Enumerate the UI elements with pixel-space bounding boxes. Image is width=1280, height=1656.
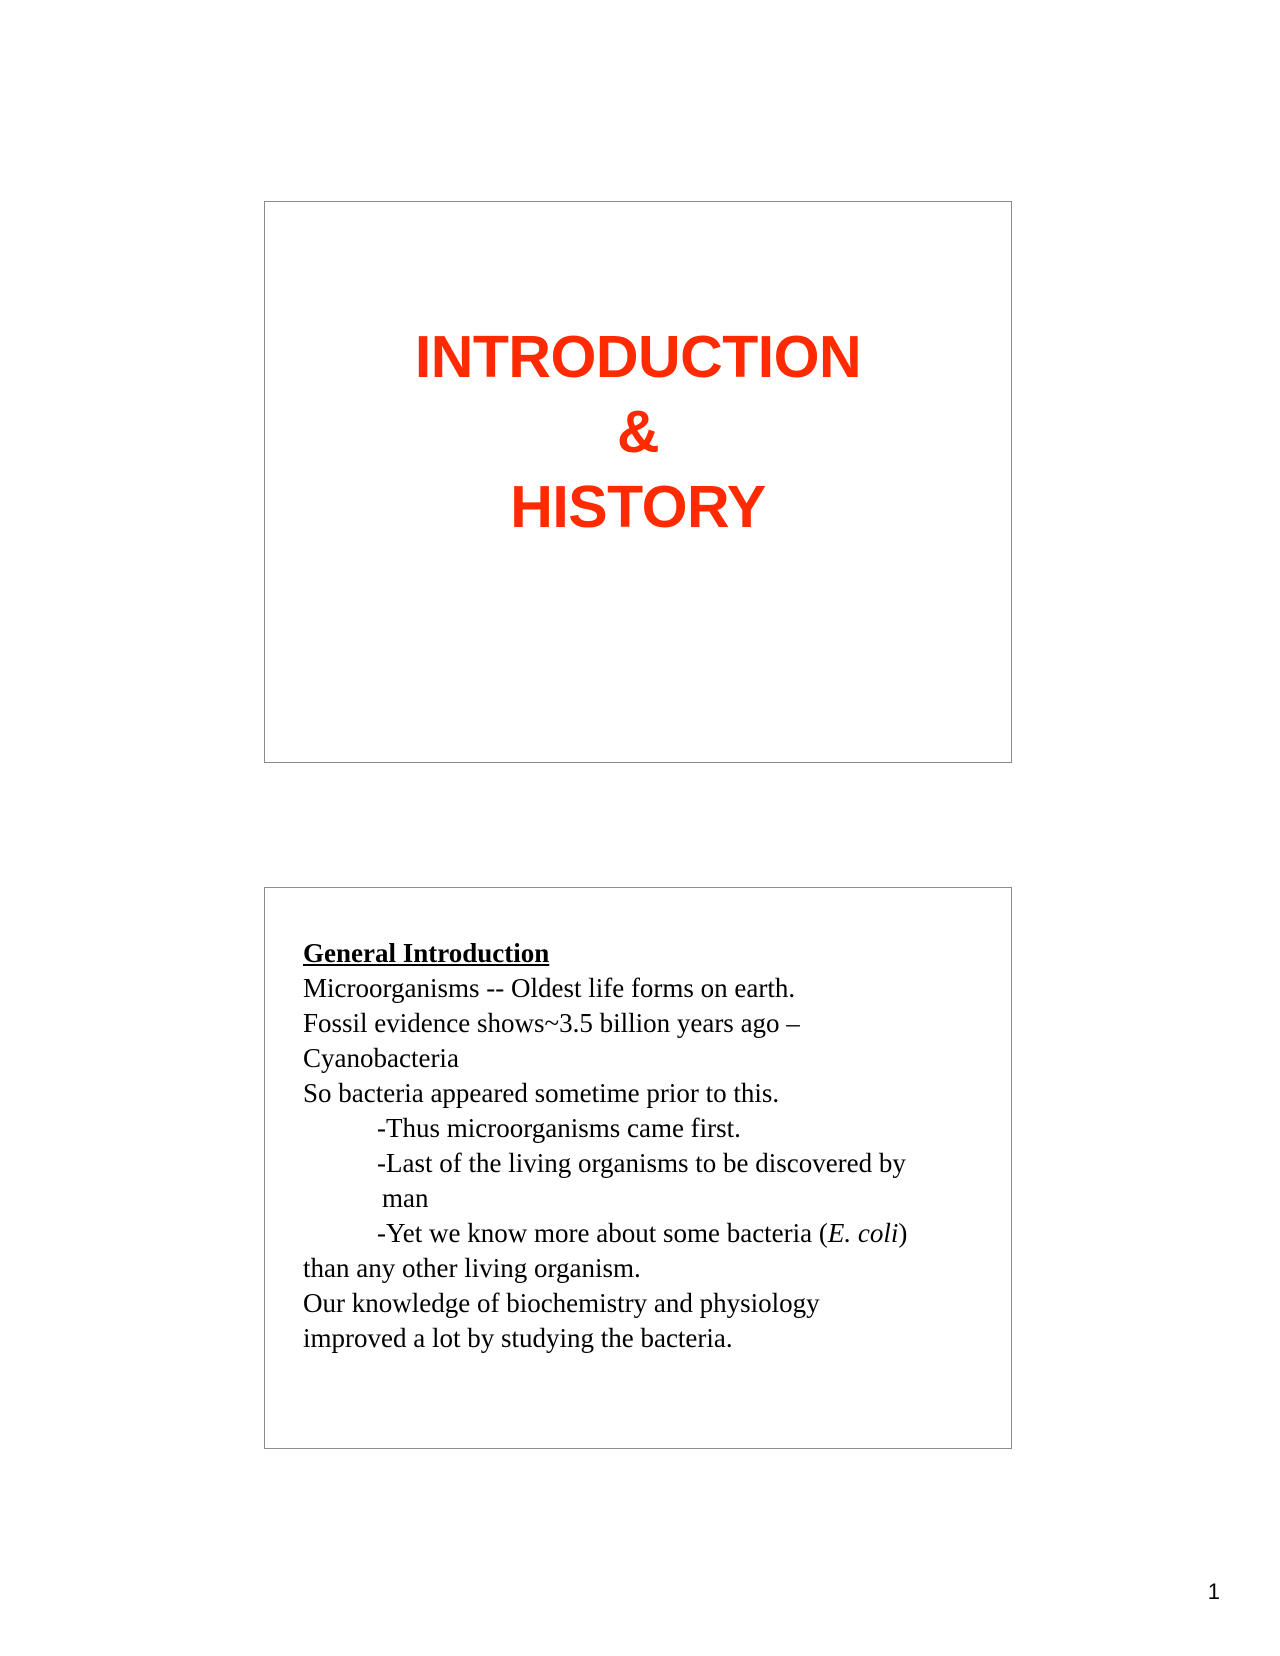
body-line: than any other living organism. bbox=[303, 1253, 641, 1283]
title-line-ampersand: & bbox=[616, 399, 660, 465]
slide-title-text bbox=[265, 320, 1011, 545]
page-number: 1 bbox=[1207, 1579, 1220, 1604]
body-line: So bacteria appeared sometime prior to this. bbox=[303, 1078, 780, 1108]
slide-general-introduction bbox=[264, 887, 1012, 1449]
body-line-indented: -Last of the living organisms to be discovered by bbox=[377, 1148, 906, 1178]
body-line: Cyanobacteria bbox=[303, 1043, 459, 1073]
slide-body bbox=[303, 936, 983, 1356]
species-name: E. coli bbox=[827, 1218, 899, 1248]
body-text: -Yet we know more about some bacteria ( bbox=[377, 1218, 828, 1248]
body-text: ) bbox=[898, 1218, 908, 1248]
body-line: Fossil evidence shows~3.5 billion years ago – bbox=[303, 1008, 800, 1038]
body-line-indented: man bbox=[382, 1183, 429, 1213]
slide-heading: General Introduction bbox=[303, 938, 550, 968]
body-line: improved a lot by studying the bacteria. bbox=[303, 1323, 733, 1353]
title-line-introduction: INTRODUCTION bbox=[414, 324, 862, 390]
body-line-indented bbox=[303, 1216, 983, 1251]
body-line: Our knowledge of biochemistry and physiology bbox=[303, 1288, 820, 1318]
body-line-indented: -Thus microorganisms came first. bbox=[377, 1113, 741, 1143]
body-line: Microorganisms -- Oldest life forms on earth. bbox=[303, 973, 796, 1003]
slide-title bbox=[264, 201, 1012, 763]
title-line-history: HISTORY bbox=[510, 474, 766, 540]
